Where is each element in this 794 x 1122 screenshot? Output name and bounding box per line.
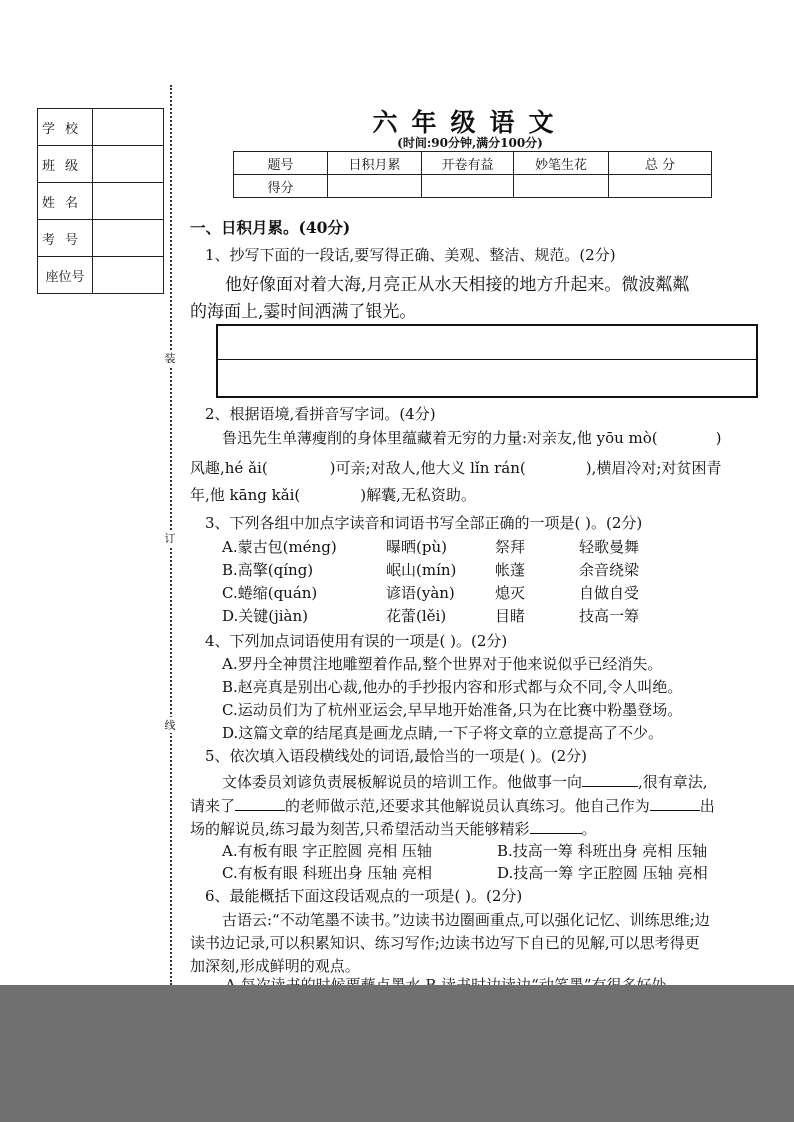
option-cell: 谚语(yàn) [386, 584, 455, 602]
question-6-passage-line: 读书边记录,可以积累知识、练习写作;边读书边写下自已的见解,可以思考得更 [190, 934, 700, 952]
option-cell: 余音绕梁 [579, 561, 640, 579]
class-label: 班级 [38, 146, 93, 183]
score-cell[interactable] [609, 175, 712, 198]
option-cell: 熄灭 [495, 584, 526, 602]
question-5-option-a: A.有板有眼 字正腔圆 亮相 压轴 [222, 842, 432, 860]
option-cell: D.关键(jiàn) [222, 607, 309, 625]
question-1-passage-line: 的海面上,霎时间洒满了银光。 [190, 302, 417, 322]
exam-number-label: 考号 [38, 220, 93, 257]
score-header-item: 题号 [234, 152, 328, 175]
writing-box-midline [218, 359, 756, 360]
exam-number-field[interactable] [93, 220, 164, 257]
option-cell: A.蒙古包(méng) [222, 538, 337, 556]
section-title: 一、日积月累。(40分) [190, 218, 351, 237]
option-cell: 轻歌曼舞 [579, 538, 640, 556]
score-header-total: 总 分 [609, 152, 712, 175]
question-5-text: ,很有章法, [638, 773, 708, 791]
answer-blank[interactable] [650, 796, 700, 811]
question-2-line [222, 427, 722, 448]
question-2-text: )可亲;对敌人,他大义 lǐn rán( [329, 459, 526, 477]
class-field[interactable] [93, 146, 164, 183]
question-5-text: 场的解说员,练习最为刻苦,只希望活动当天能够精彩 [190, 820, 530, 838]
question-2-text: ) [715, 429, 722, 447]
score-cell[interactable] [422, 175, 514, 198]
school-field[interactable] [93, 109, 164, 146]
binding-char-ding: 订 [164, 532, 176, 545]
option-cell: 目睹 [495, 607, 526, 625]
student-info-table [37, 108, 164, 294]
seat-number-field[interactable] [93, 257, 164, 294]
copy-writing-box[interactable] [216, 324, 758, 398]
option-cell: 自做自受 [579, 584, 640, 602]
answer-blank[interactable] [235, 796, 285, 811]
question-5-option-d: D.技高一筹 字正腔圆 压轴 亮相 [497, 864, 708, 882]
question-4-stem: 4、下列加点词语使用有误的一项是( )。(2分) [205, 632, 508, 650]
question-6-passage-line: 古语云:“不动笔墨不读书。”边读书边圈画重点,可以强化记忆、训练思维;边 [222, 911, 710, 929]
question-6-passage-line: 加深刻,形成鲜明的观点。 [190, 957, 360, 975]
option-cell: 祭拜 [495, 538, 526, 556]
option-cell: 技高一筹 [579, 607, 640, 625]
score-header-writing: 妙笔生花 [514, 152, 609, 175]
score-table [233, 151, 712, 198]
binding-char-xian: 线 [164, 719, 176, 732]
question-2-text: 鲁迅先生单薄瘦削的身体里蕴藏着无穷的力量:对亲友,他 yōu mò( [222, 429, 658, 447]
question-5-option-b: B.技高一筹 科班出身 亮相 压轴 [497, 842, 708, 860]
question-4-option-a: A.罗丹全神贯注地雕塑着作品,整个世界对于他来说似乎已经消失。 [222, 655, 663, 673]
answer-blank[interactable] [582, 772, 638, 787]
question-5-line [222, 771, 708, 792]
school-label: 学校 [38, 109, 93, 146]
question-2-stem: 2、根据语境,看拼音写字词。(4分) [205, 405, 436, 423]
question-5-stem: 5、依次填入语段横线处的词语,最恰当的一项是( )。(2分) [205, 747, 588, 765]
name-label: 姓名 [38, 183, 93, 220]
question-4-option-d: D.这篇文章的结尾真是画龙点睛,一下子将文章的立意提高了不少。 [222, 724, 664, 742]
question-6-stem: 6、最能概括下面这段话观点的一项是( )。(2分) [205, 887, 523, 905]
score-row-label: 得分 [234, 175, 328, 198]
option-cell: C.蜷缩(quán) [222, 584, 318, 602]
question-2-text: 风趣,hé ǎi( [190, 459, 268, 477]
question-5-text: 请来了 [190, 797, 236, 815]
question-1-passage-line: 他好像面对着大海,月亮正从水天相接的地方升起来。微波粼粼 [225, 275, 690, 295]
page-subtitle: (时间:90分钟,满分100分) [397, 136, 543, 150]
question-1-stem: 1、抄写下面的一段话,要写得正确、美观、整洁、规范。(2分) [205, 246, 616, 264]
question-4-option-c: C.运动员们为了杭州亚运会,早早地开始准备,只为在比赛中粉墨登场。 [222, 701, 683, 719]
question-2-text: 年,他 kāng kǎi( [190, 486, 301, 504]
score-header-reading: 开卷有益 [422, 152, 514, 175]
option-cell: 岷山(mín) [386, 561, 457, 579]
scan-gray-bar [0, 985, 794, 1122]
score-header-accumulation: 日积月累 [328, 152, 422, 175]
question-5-line [190, 795, 715, 816]
question-4-option-b: B.赵亮真是别出心裁,他办的手抄报内容和形式都与众不同,令人叫绝。 [222, 678, 683, 696]
question-5-text: 的老师做示范,还要求其他解说员认真练习。他自己作为 [285, 797, 650, 815]
question-5-text: 文体委员刘谚负责展板解说员的培训工作。他做事一向 [222, 773, 583, 791]
score-cell[interactable] [514, 175, 609, 198]
question-2-text: )解囊,无私资助。 [360, 486, 476, 504]
answer-blank[interactable] [530, 819, 582, 834]
question-2-line [190, 457, 721, 478]
question-2-line [190, 484, 476, 505]
option-cell: 帐蓬 [495, 561, 526, 579]
question-5-text: 出 [699, 797, 715, 815]
question-5-text: 。 [581, 820, 597, 838]
option-cell: 花蕾(lěi) [386, 607, 447, 625]
seat-number-label: 座位号 [38, 257, 93, 294]
score-cell[interactable] [328, 175, 422, 198]
question-5-option-c: C.有板有眼 科班出身 压轴 亮相 [222, 864, 433, 882]
name-field[interactable] [93, 183, 164, 220]
question-3-stem: 3、下列各组中加点字读音和词语书写全部正确的一项是( )。(2分) [205, 514, 643, 532]
question-2-text: ),横眉冷对;对贫困青 [585, 459, 722, 477]
option-cell: 曝晒(pù) [386, 538, 447, 556]
question-5-line [190, 818, 597, 839]
binding-char-zhuang: 装 [164, 352, 176, 365]
page-title: 六年级语文 [372, 108, 568, 137]
option-cell: B.高擎(qíng) [222, 561, 314, 579]
